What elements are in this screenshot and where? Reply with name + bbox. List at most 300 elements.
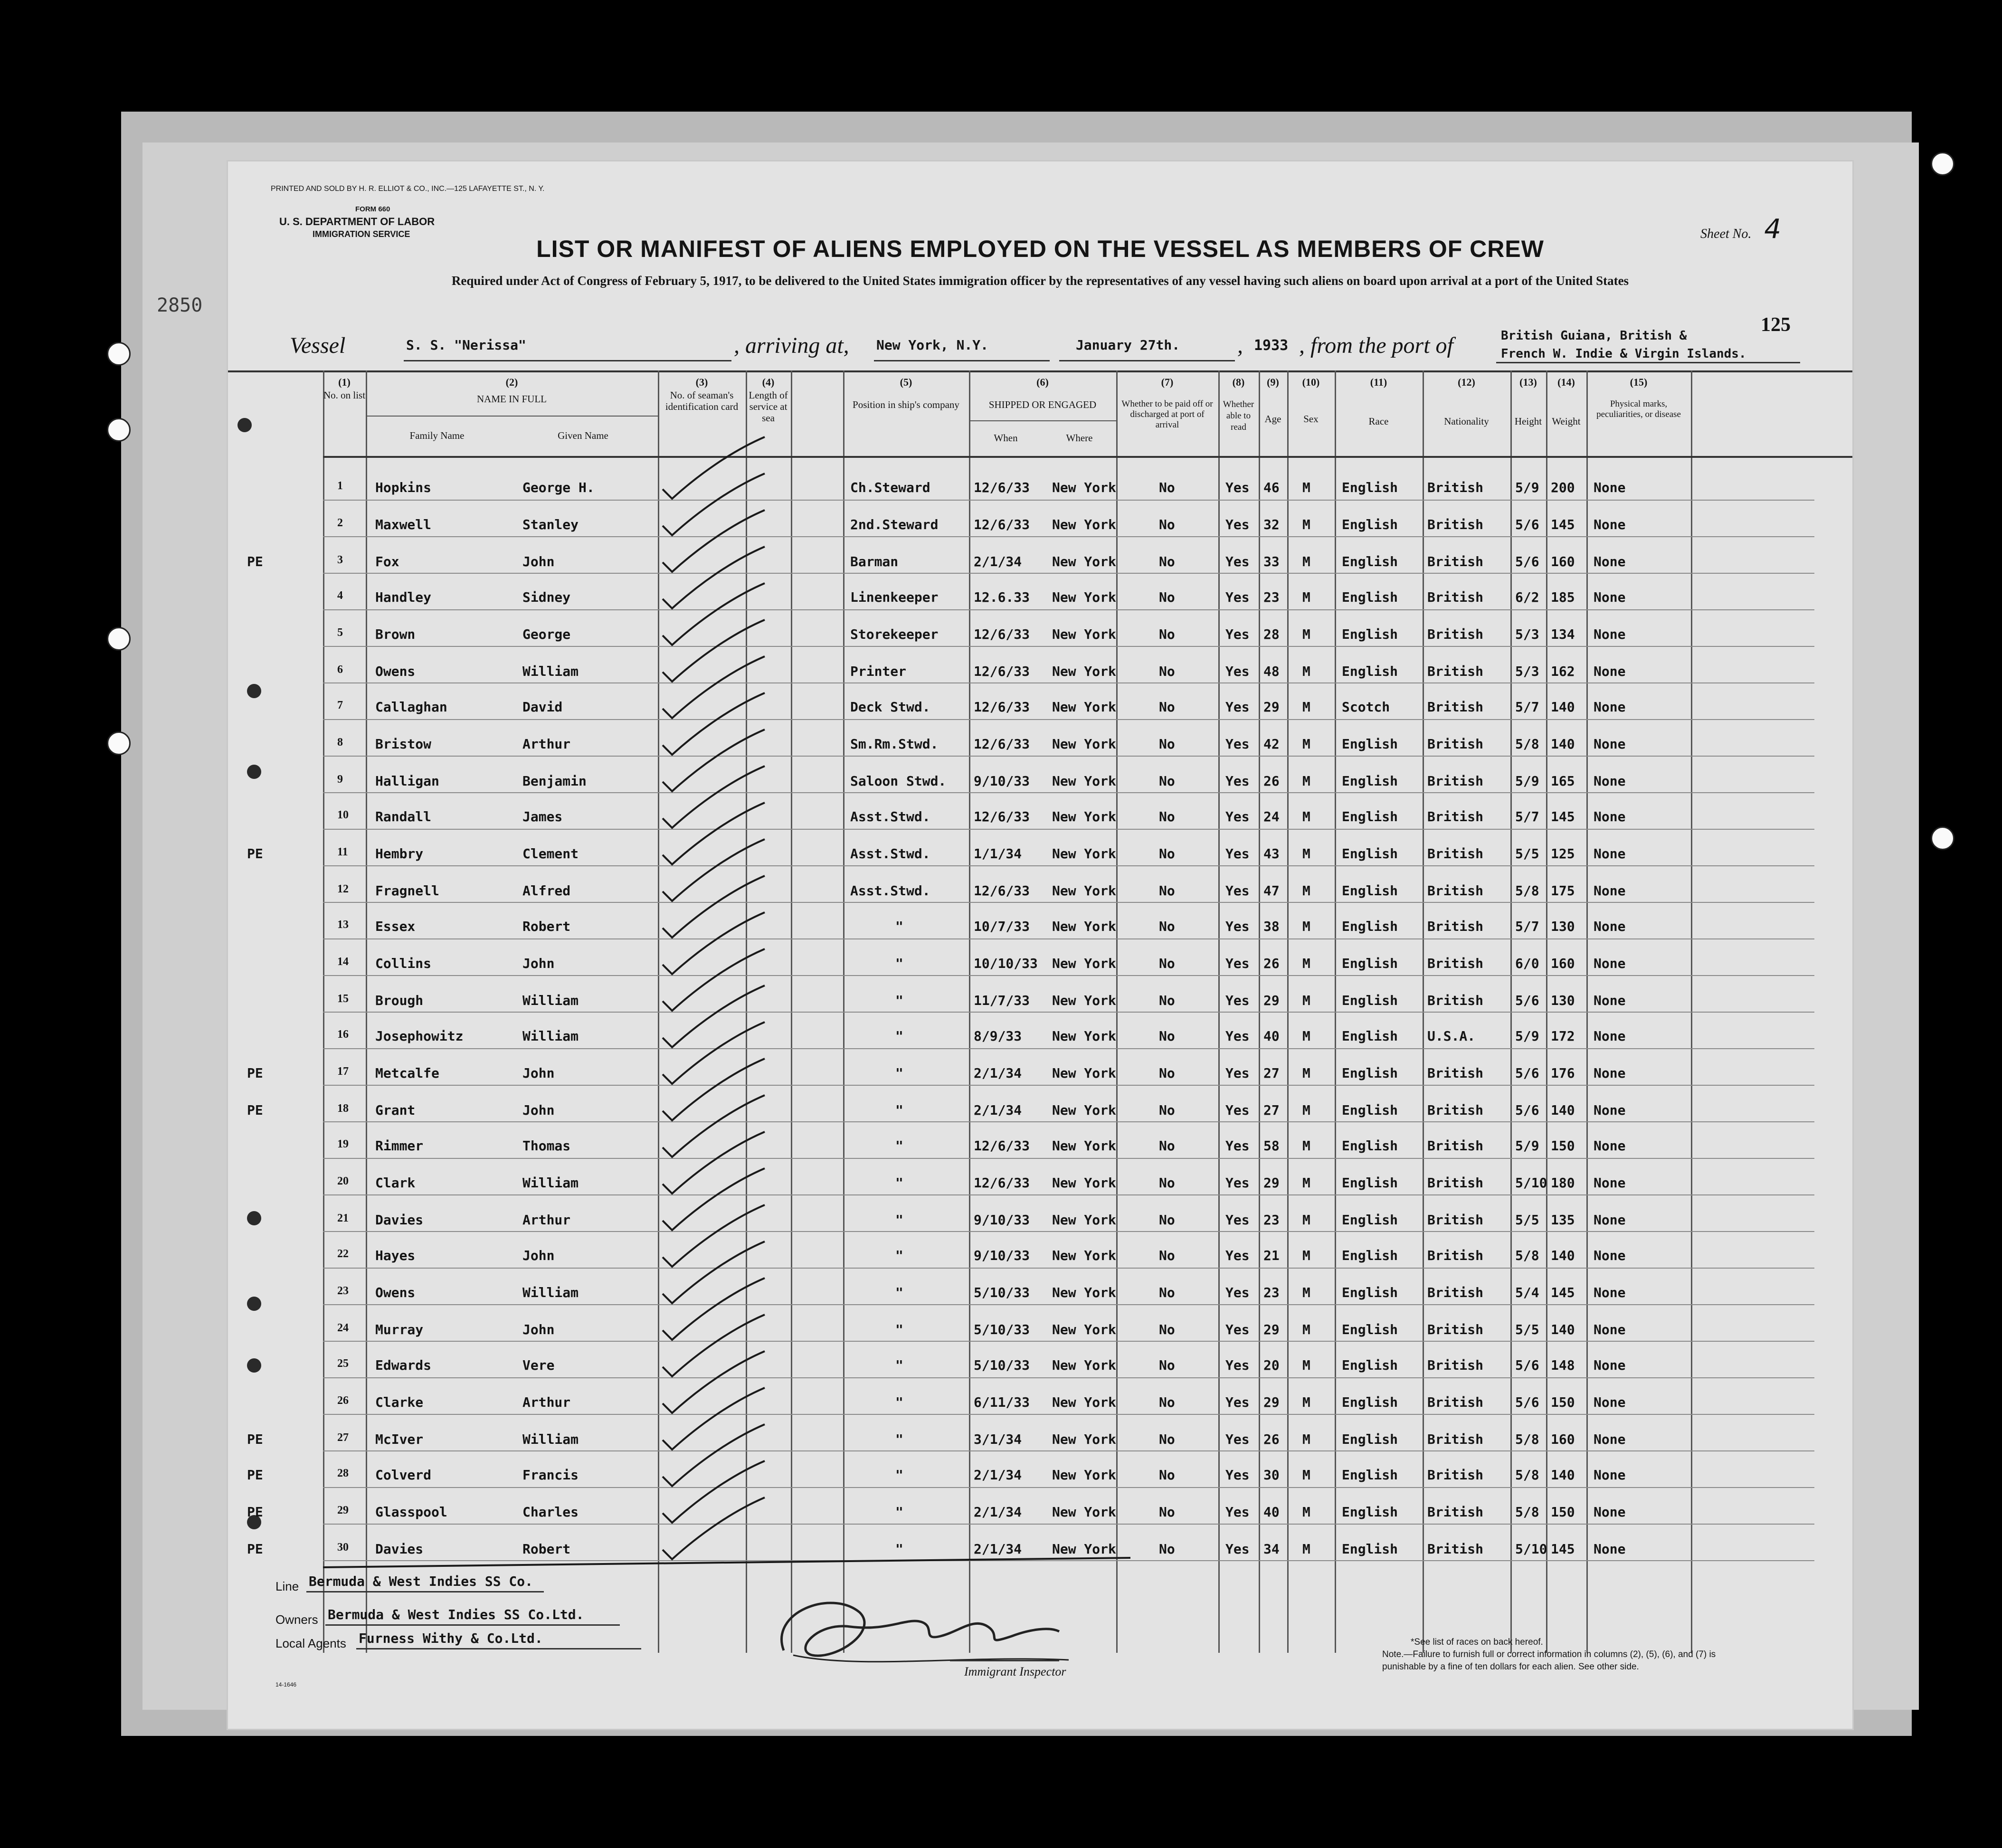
given-name: Clement xyxy=(522,846,579,862)
row-number: 23 xyxy=(337,1285,349,1297)
row-number: 28 xyxy=(337,1467,349,1479)
given-name: Stanley xyxy=(522,517,579,532)
col13-number: (13) xyxy=(1519,376,1537,388)
sheet-value: 4 xyxy=(1764,214,1781,245)
given-name: Robert xyxy=(522,919,571,934)
sex: M xyxy=(1302,919,1310,934)
line-label: Line xyxy=(275,1579,299,1593)
able-to-read: Yes xyxy=(1225,773,1250,789)
race: English xyxy=(1342,1102,1398,1118)
checkmark xyxy=(663,1205,765,1267)
crew-table xyxy=(228,370,1852,1762)
family-name: Fox xyxy=(375,554,399,569)
height: 5/5 xyxy=(1515,1212,1539,1228)
manifest-sheet xyxy=(228,161,1852,1729)
pe-mark: PE xyxy=(247,1541,263,1557)
family-name: Essex xyxy=(375,919,416,934)
race: Scotch xyxy=(1342,699,1390,715)
sex: M xyxy=(1302,1322,1310,1337)
paid-off: No xyxy=(1159,1028,1175,1044)
sex: M xyxy=(1302,1285,1310,1300)
shipped-where: New York xyxy=(1052,773,1116,789)
age: 33 xyxy=(1263,554,1280,569)
able-to-read: Yes xyxy=(1225,956,1250,971)
height: 5/9 xyxy=(1515,1028,1539,1044)
weight: 185 xyxy=(1551,589,1575,605)
row-number: 14 xyxy=(337,956,349,968)
weight: 150 xyxy=(1551,1138,1575,1154)
shipped-when: 2/1/34 xyxy=(974,1467,1022,1483)
shipped-where: New York xyxy=(1052,1102,1116,1118)
position: " xyxy=(895,919,903,934)
shipped-where: New York xyxy=(1052,1175,1116,1191)
age: 34 xyxy=(1263,1541,1280,1557)
position: " xyxy=(895,956,903,971)
paid-off: No xyxy=(1159,1285,1175,1300)
position: " xyxy=(895,1212,903,1228)
shipped-when: 6/11/33 xyxy=(974,1394,1030,1410)
position: " xyxy=(895,1138,903,1154)
family-name: Davies xyxy=(375,1212,424,1228)
age: 43 xyxy=(1263,846,1280,862)
paid-off: No xyxy=(1159,1541,1175,1557)
shipped-when: 12.6.33 xyxy=(974,589,1030,605)
age: 58 xyxy=(1263,1138,1280,1154)
shipped-when: 12/6/33 xyxy=(974,663,1030,679)
physical-marks: None xyxy=(1594,1322,1626,1337)
paid-off: No xyxy=(1159,1504,1175,1520)
shipped-where: New York xyxy=(1052,883,1116,899)
checkmark xyxy=(663,986,765,1047)
sex: M xyxy=(1302,1431,1310,1447)
weight: 140 xyxy=(1551,736,1575,752)
family-name: Grant xyxy=(375,1102,416,1118)
physical-marks: None xyxy=(1594,1028,1626,1044)
paid-off: No xyxy=(1159,956,1175,971)
nationality: British xyxy=(1427,1394,1484,1410)
given-name: William xyxy=(522,1175,579,1191)
position: " xyxy=(895,1248,903,1263)
height: 5/5 xyxy=(1515,846,1539,862)
family-name: Callaghan xyxy=(375,699,447,715)
position: " xyxy=(895,1394,903,1410)
shipped-when: 5/10/33 xyxy=(974,1357,1030,1373)
weight: 130 xyxy=(1551,919,1575,934)
height: 5/6 xyxy=(1515,993,1539,1008)
from-port-label: , from the port of xyxy=(1299,333,1453,358)
col2-number: (2) xyxy=(505,376,518,388)
age: 20 xyxy=(1263,1357,1280,1373)
height: 5/9 xyxy=(1515,773,1539,789)
shipped-when: 2/1/34 xyxy=(974,1065,1022,1081)
col3-number: (3) xyxy=(695,376,708,388)
paid-off: No xyxy=(1159,919,1175,934)
physical-marks: None xyxy=(1594,1394,1626,1410)
form-number: FORM 660 xyxy=(355,205,390,213)
age: 27 xyxy=(1263,1102,1280,1118)
checkmark xyxy=(663,474,765,535)
physical-marks: None xyxy=(1594,1467,1626,1483)
height: 5/6 xyxy=(1515,1394,1539,1410)
row-number: 11 xyxy=(337,846,348,858)
weight: 140 xyxy=(1551,1467,1575,1483)
physical-marks: None xyxy=(1594,1175,1626,1191)
checkmark xyxy=(663,1388,765,1450)
nationality: British xyxy=(1427,1467,1484,1483)
able-to-read: Yes xyxy=(1225,1504,1250,1520)
given-name: George H. xyxy=(522,480,595,495)
col1-label: No. on list xyxy=(323,389,366,401)
height: 5/3 xyxy=(1515,626,1539,642)
col12-label: Nationality xyxy=(1444,416,1489,427)
nationality: British xyxy=(1427,993,1484,1008)
checkmark xyxy=(663,1168,765,1230)
able-to-read: Yes xyxy=(1225,846,1250,862)
paid-off: No xyxy=(1159,1357,1175,1373)
physical-marks: None xyxy=(1594,554,1626,569)
sex: M xyxy=(1302,1065,1310,1081)
age: 23 xyxy=(1263,589,1280,605)
race: English xyxy=(1342,1248,1398,1263)
given-name: John xyxy=(522,554,555,569)
sex: M xyxy=(1302,773,1310,789)
pe-mark: PE xyxy=(247,1102,263,1118)
position: Barman xyxy=(850,554,899,569)
row-number: 15 xyxy=(337,993,349,1005)
position: Asst.Stwd. xyxy=(850,809,930,824)
position: " xyxy=(895,1028,903,1044)
height: 5/5 xyxy=(1515,1322,1539,1337)
printer-credit xyxy=(271,184,603,194)
race: English xyxy=(1342,1357,1398,1373)
position: " xyxy=(895,1357,903,1373)
row-number: 3 xyxy=(337,554,343,566)
sex: M xyxy=(1302,1541,1310,1557)
col9-number: (9) xyxy=(1267,376,1279,388)
paid-off: No xyxy=(1159,993,1175,1008)
able-to-read: Yes xyxy=(1225,1285,1250,1300)
row-number: 18 xyxy=(337,1102,349,1115)
nationality: British xyxy=(1427,1504,1484,1520)
race: English xyxy=(1342,1175,1398,1191)
departure-port-line2: French W. Indie & Virgin Islands. xyxy=(1501,347,1746,361)
arrival-year: 1933 xyxy=(1254,337,1289,354)
family-name: Josephowitz xyxy=(375,1028,464,1044)
pe-mark: PE xyxy=(247,1467,263,1483)
paid-off: No xyxy=(1159,626,1175,642)
given-name: Benjamin xyxy=(522,773,587,789)
physical-marks: None xyxy=(1594,883,1626,899)
binder-hole xyxy=(1931,826,1955,850)
checkmark xyxy=(663,1351,765,1413)
position: " xyxy=(895,1102,903,1118)
weight: 150 xyxy=(1551,1394,1575,1410)
checkmark xyxy=(663,1497,765,1559)
col2-label: NAME IN FULL xyxy=(477,393,547,405)
checkmark xyxy=(663,620,765,682)
able-to-read: Yes xyxy=(1225,1212,1250,1228)
checkmark xyxy=(663,1461,765,1523)
where-header: Where xyxy=(1066,432,1093,444)
nationality: British xyxy=(1427,517,1484,532)
weight: 160 xyxy=(1551,554,1575,569)
checkmark xyxy=(663,766,765,828)
able-to-read: Yes xyxy=(1225,517,1250,532)
given-name: William xyxy=(522,663,579,679)
able-to-read: Yes xyxy=(1225,993,1250,1008)
row-number: 5 xyxy=(337,626,343,639)
given-name: Robert xyxy=(522,1541,571,1557)
col14-label: Weight xyxy=(1552,416,1581,427)
col1-number: (1) xyxy=(338,376,351,388)
physical-marks: None xyxy=(1594,480,1626,495)
col3-label: No. of seaman's identification card xyxy=(665,389,739,412)
given-name: John xyxy=(522,1065,555,1081)
shipped-where: New York xyxy=(1052,699,1116,715)
able-to-read: Yes xyxy=(1225,1322,1250,1337)
position: Printer xyxy=(850,663,907,679)
row-number: 7 xyxy=(337,699,343,711)
able-to-read: Yes xyxy=(1225,480,1250,495)
shipped-where: New York xyxy=(1052,589,1116,605)
physical-marks: None xyxy=(1594,699,1626,715)
shipped-when: 5/10/33 xyxy=(974,1285,1030,1300)
height: 5/6 xyxy=(1515,554,1539,569)
age: 32 xyxy=(1263,517,1280,532)
paid-off: No xyxy=(1159,736,1175,752)
nationality: British xyxy=(1427,554,1484,569)
col12-number: (12) xyxy=(1458,376,1475,388)
given-name: Thomas xyxy=(522,1138,571,1154)
race: English xyxy=(1342,480,1398,495)
shipped-where: New York xyxy=(1052,956,1116,971)
sex: M xyxy=(1302,1504,1310,1520)
shipped-where: New York xyxy=(1052,517,1116,532)
col11-label: Race xyxy=(1368,416,1389,427)
paid-off: No xyxy=(1159,663,1175,679)
row-number: 9 xyxy=(337,773,343,786)
sex: M xyxy=(1302,517,1310,532)
family-name: Clarke xyxy=(375,1394,424,1410)
pe-mark: PE xyxy=(247,1065,263,1081)
row-number: 8 xyxy=(337,736,343,749)
family-name: Rimmer xyxy=(375,1138,424,1154)
voyage-line: Vessel S. S. "Nerissa" , arriving at, New York, N.Y. January 27th. , 1933 , from the port of British Guiana, British & French W. Indie & Virgin Islands. xyxy=(290,332,1810,366)
physical-marks: None xyxy=(1594,1285,1626,1300)
paid-off: No xyxy=(1159,1322,1175,1337)
age: 26 xyxy=(1263,773,1280,789)
checkmark xyxy=(663,1424,765,1486)
weight: 160 xyxy=(1551,956,1575,971)
able-to-read: Yes xyxy=(1225,1394,1250,1410)
able-to-read: Yes xyxy=(1225,1138,1250,1154)
nationality: British xyxy=(1427,1065,1484,1081)
shipped-when: 12/6/33 xyxy=(974,517,1030,532)
age: 23 xyxy=(1263,1285,1280,1300)
family-name: McIver xyxy=(375,1431,424,1447)
sheet-label: Sheet No. xyxy=(1700,227,1752,241)
race: English xyxy=(1342,1285,1398,1300)
position: Storekeeper xyxy=(850,626,939,642)
binder-hole xyxy=(1931,152,1955,176)
race: English xyxy=(1342,956,1398,971)
when-header: When xyxy=(994,432,1018,444)
age: 48 xyxy=(1263,663,1280,679)
able-to-read: Yes xyxy=(1225,663,1250,679)
checkmark xyxy=(663,656,765,718)
position: " xyxy=(895,1175,903,1191)
physical-marks: None xyxy=(1594,1065,1626,1081)
nationality: British xyxy=(1427,1248,1484,1263)
shipped-when: 2/1/34 xyxy=(974,1541,1022,1557)
shipped-where: New York xyxy=(1052,1028,1116,1044)
given-name: John xyxy=(522,1248,555,1263)
position: Asst.Stwd. xyxy=(850,846,930,862)
race: English xyxy=(1342,589,1398,605)
able-to-read: Yes xyxy=(1225,1431,1250,1447)
shipped-where: New York xyxy=(1052,1285,1116,1300)
shipped-where: New York xyxy=(1052,1065,1116,1081)
col13-label: Height xyxy=(1514,416,1542,427)
given-name: Arthur xyxy=(522,1394,571,1410)
family-name: Hayes xyxy=(375,1248,416,1263)
race: English xyxy=(1342,919,1398,934)
shipped-when: 12/6/33 xyxy=(974,480,1030,495)
given-name-header: Given Name xyxy=(558,430,608,441)
physical-marks: None xyxy=(1594,993,1626,1008)
nationality: British xyxy=(1427,663,1484,679)
row-number: 4 xyxy=(337,589,343,602)
paid-off: No xyxy=(1159,1467,1175,1483)
row-number: 20 xyxy=(337,1175,349,1187)
able-to-read: Yes xyxy=(1225,809,1250,824)
nationality: British xyxy=(1427,1175,1484,1191)
shipped-where: New York xyxy=(1052,1322,1116,1337)
physical-marks: None xyxy=(1594,809,1626,824)
owners-value: Bermuda & West Indies SS Co.Ltd. xyxy=(328,1607,584,1622)
col4-label: Length of service at sea xyxy=(749,389,788,424)
physical-marks: None xyxy=(1594,846,1626,862)
shipped-when: 5/10/33 xyxy=(974,1322,1030,1337)
shipped-when: 1/1/34 xyxy=(974,846,1022,862)
shipped-where: New York xyxy=(1052,480,1116,495)
weight: 145 xyxy=(1551,1285,1575,1300)
arrival-date: January 27th. xyxy=(1076,337,1180,353)
col8-label: Whether able to read xyxy=(1223,399,1254,432)
manifest-footer xyxy=(275,1565,1843,1717)
paid-off: No xyxy=(1159,1102,1175,1118)
checkmark xyxy=(663,949,765,1011)
height: 5/8 xyxy=(1515,883,1539,899)
sex: M xyxy=(1302,1028,1310,1044)
sex: M xyxy=(1302,480,1310,495)
age: 29 xyxy=(1263,993,1280,1008)
checkmark xyxy=(663,912,765,974)
col4-number: (4) xyxy=(762,376,775,388)
family-name: Maxwell xyxy=(375,517,432,532)
height: 5/9 xyxy=(1515,1138,1539,1154)
nationality: British xyxy=(1427,956,1484,971)
height: 5/4 xyxy=(1515,1285,1539,1300)
sex: M xyxy=(1302,883,1310,899)
shipped-when: 9/10/33 xyxy=(974,773,1030,789)
checkmark xyxy=(663,1241,765,1303)
race: English xyxy=(1342,1065,1398,1081)
paid-off: No xyxy=(1159,846,1175,862)
nationality: British xyxy=(1427,883,1484,899)
physical-marks: None xyxy=(1594,919,1626,934)
binder-hole xyxy=(107,731,131,755)
race: English xyxy=(1342,773,1398,789)
binder-hole xyxy=(107,418,131,442)
family-name: Fragnell xyxy=(375,883,439,899)
given-name: Sidney xyxy=(522,589,571,605)
able-to-read: Yes xyxy=(1225,1467,1250,1483)
col7-number: (7) xyxy=(1161,376,1174,388)
family-name: Brown xyxy=(375,626,416,642)
weight: 130 xyxy=(1551,993,1575,1008)
nationality: British xyxy=(1427,1541,1484,1557)
shipped-where: New York xyxy=(1052,663,1116,679)
shipped-where: New York xyxy=(1052,554,1116,569)
checkmark xyxy=(663,547,765,608)
row-number: 30 xyxy=(337,1541,349,1554)
weight: 162 xyxy=(1551,663,1575,679)
position: " xyxy=(895,1065,903,1081)
family-name: Owens xyxy=(375,663,416,679)
position: " xyxy=(895,1541,903,1557)
paid-off: No xyxy=(1159,480,1175,495)
weight: 180 xyxy=(1551,1175,1575,1191)
position: Asst.Stwd. xyxy=(850,883,930,899)
service-name: IMMIGRATION SERVICE xyxy=(313,229,410,239)
sex: M xyxy=(1302,1102,1310,1118)
line-value: Bermuda & West Indies SS Co. xyxy=(309,1573,533,1589)
height: 5/9 xyxy=(1515,480,1539,495)
paid-off: No xyxy=(1159,773,1175,789)
family-name: Clark xyxy=(375,1175,416,1191)
family-name: Hembry xyxy=(375,846,424,862)
nationality: British xyxy=(1427,1212,1484,1228)
agents-value: Furness Withy & Co.Ltd. xyxy=(359,1630,543,1646)
physical-marks: None xyxy=(1594,1102,1626,1118)
nationality: British xyxy=(1427,846,1484,862)
age: 26 xyxy=(1263,1431,1280,1447)
shipped-when: 12/6/33 xyxy=(974,1175,1030,1191)
paid-off: No xyxy=(1159,554,1175,569)
row-number: 26 xyxy=(337,1394,349,1407)
row-number: 1 xyxy=(337,480,343,492)
height: 5/8 xyxy=(1515,1467,1539,1483)
given-name: John xyxy=(522,956,555,971)
shipped-when: 12/6/33 xyxy=(974,1138,1030,1154)
col5-label: Position in ship's company xyxy=(853,399,959,410)
shipped-when: 12/6/33 xyxy=(974,883,1030,899)
weight: 145 xyxy=(1551,809,1575,824)
vessel-label: Vessel xyxy=(290,333,346,358)
checkmark xyxy=(663,693,765,755)
shipped-when: 9/10/33 xyxy=(974,1248,1030,1263)
shipped-when: 3/1/34 xyxy=(974,1431,1022,1447)
nationality: U.S.A. xyxy=(1427,1028,1476,1044)
position: Linenkeeper xyxy=(850,589,939,605)
nationality: British xyxy=(1427,1285,1484,1300)
nationality: British xyxy=(1427,626,1484,642)
able-to-read: Yes xyxy=(1225,1065,1250,1081)
height: 5/6 xyxy=(1515,1357,1539,1373)
page-title: LIST OR MANIFEST OF ALIENS EMPLOYED ON THE VESSEL AS MEMBERS OF CREW xyxy=(536,236,1544,262)
race: English xyxy=(1342,554,1398,569)
